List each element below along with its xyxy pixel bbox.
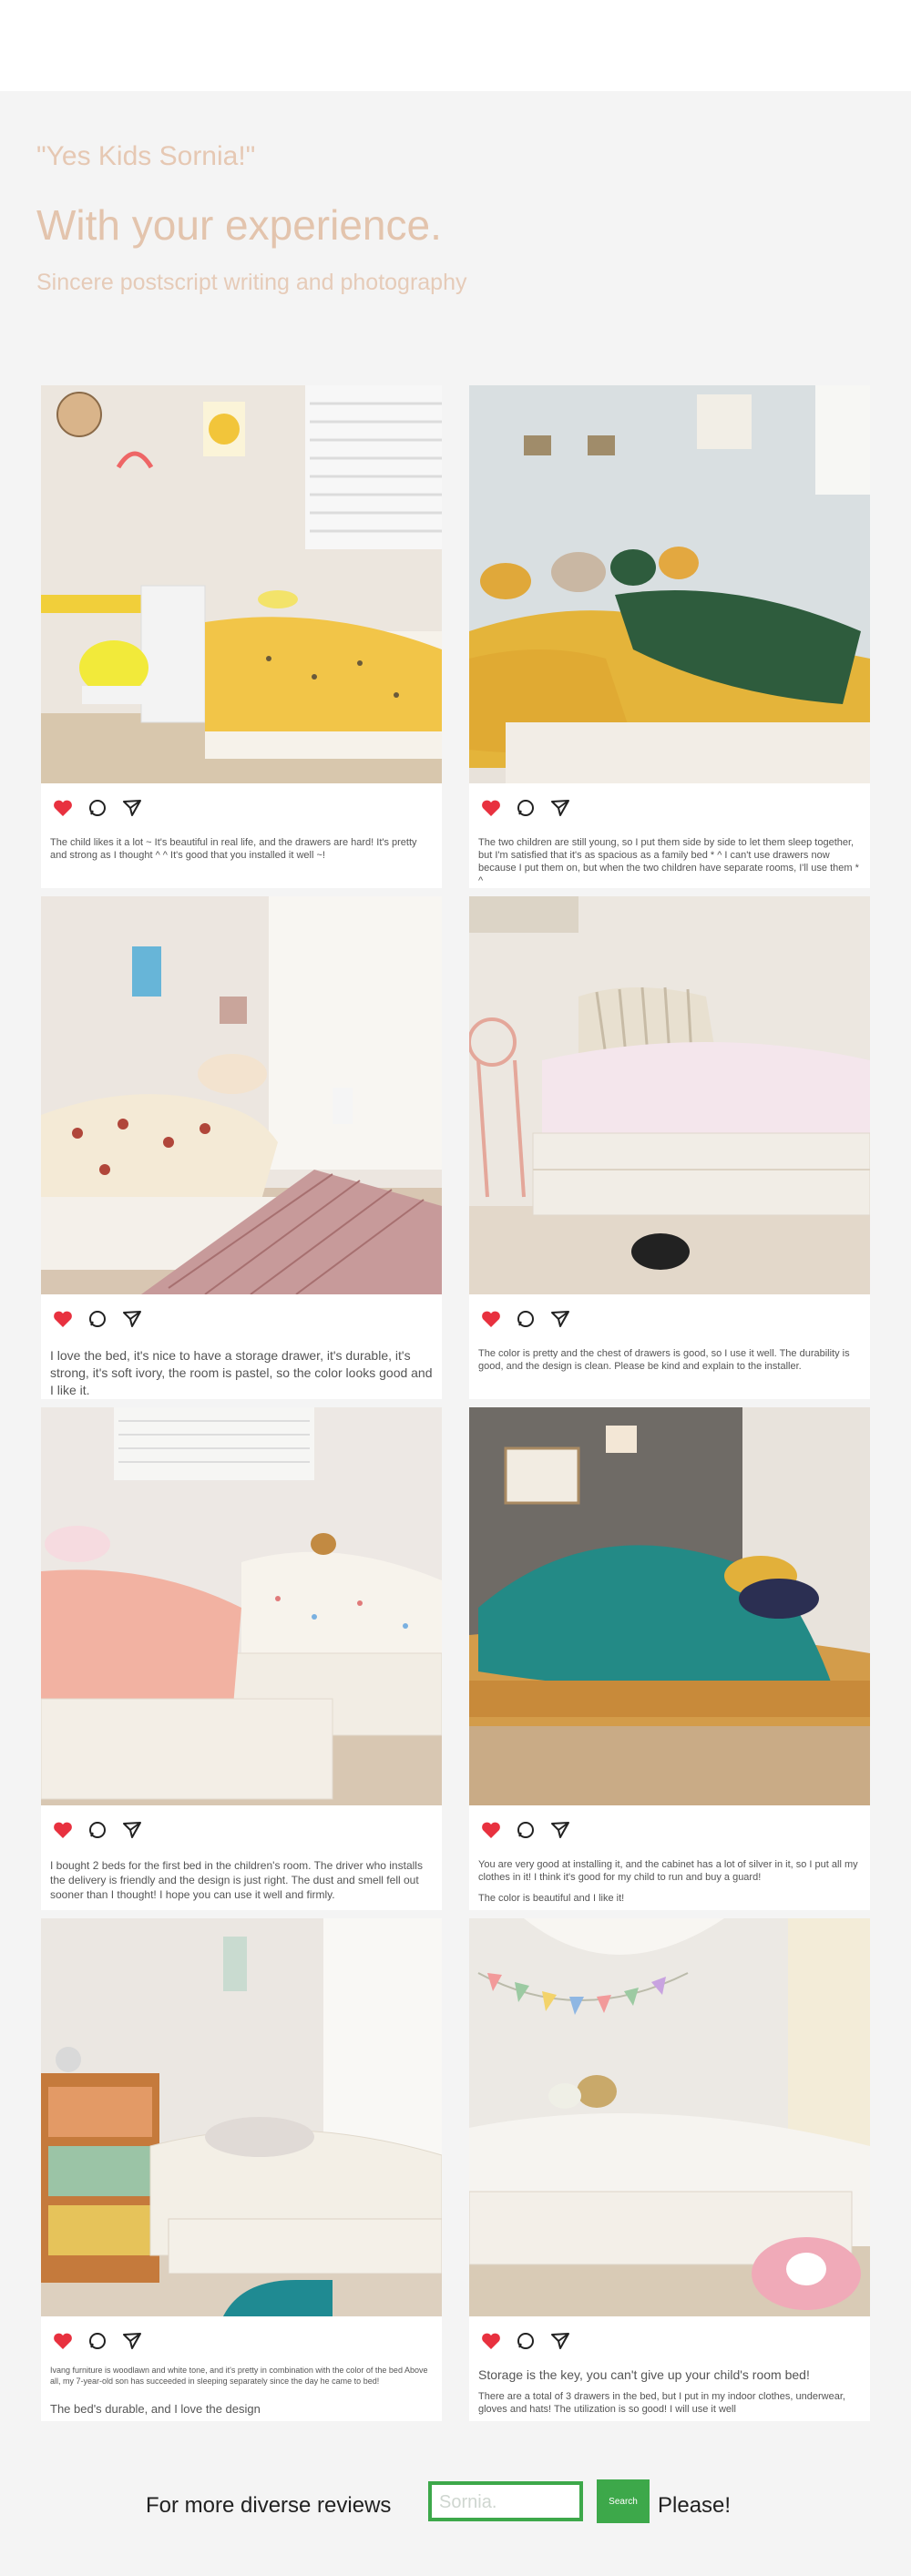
share-icon[interactable]	[549, 1819, 571, 1841]
heart-icon[interactable]	[52, 2330, 74, 2352]
more-reviews-text: For more diverse reviews	[146, 2493, 392, 2518]
review-caption: You are very good at installing it, and the cabinet has a lot of silver in it, so I put all my clothes in it! I think it's good for my child to run and buy a guard!	[478, 1859, 858, 1883]
review-caption: The child likes it a lot ~ It's beautiful in real life, and the drawers are hard! It's pretty and strong as I thought ^ ^ It's good that you installed it well ~!	[50, 837, 417, 861]
comment-icon[interactable]	[87, 1819, 108, 1841]
review-caption: The color is pretty and the chest of drawers is good, so I use it well. The durability is good, and the design is clean. Please be kind and explain to the installer.	[478, 1348, 850, 1372]
review-card-6	[469, 1407, 870, 1910]
review-card-1	[41, 385, 442, 888]
review-photo-bedroom-yellow	[41, 385, 442, 783]
share-icon[interactable]	[549, 797, 571, 819]
heart-icon[interactable]	[52, 797, 74, 819]
heart-icon[interactable]	[52, 1308, 74, 1330]
comment-icon[interactable]	[515, 1308, 537, 1330]
review-card-8	[469, 1918, 870, 2421]
heart-icon[interactable]	[480, 2330, 502, 2352]
comment-icon[interactable]	[87, 797, 108, 819]
search-button[interactable]: Search	[597, 2479, 650, 2523]
page-subtitle: Sincere postscript writing and photography	[36, 270, 467, 295]
heart-icon[interactable]	[480, 1308, 502, 1330]
comment-icon[interactable]	[87, 1308, 108, 1330]
page-title: With your experience.	[36, 201, 442, 249]
review-card-2	[469, 385, 870, 888]
comment-icon[interactable]	[515, 2330, 537, 2352]
review-photo-bedroom-pink	[469, 896, 870, 1294]
review-photo-bedroom-bookshelf	[41, 1918, 442, 2316]
comment-icon[interactable]	[515, 797, 537, 819]
review-photo-bedroom-green	[469, 385, 870, 783]
search-input[interactable]	[437, 2486, 578, 2519]
comment-icon[interactable]	[515, 1819, 537, 1841]
share-icon[interactable]	[549, 2330, 571, 2352]
share-icon[interactable]	[121, 1819, 143, 1841]
comment-icon[interactable]	[87, 2330, 108, 2352]
review-caption: I bought 2 beds for the first bed in the children's room. The driver who installs the delivery is friendly and the design is just right. The dust and smell fell out sooner than I thought! I hope you can use it well and firmly.	[50, 1859, 423, 1901]
review-photo-bedroom-bunting	[469, 1918, 870, 2316]
review-caption-extra: There are a total of 3 drawers in the bed, but I put in my indoor clothes, underwear, gloves and hats! The utilization is so good! I will use it well	[478, 2391, 845, 2415]
share-icon[interactable]	[549, 1308, 571, 1330]
review-card-3	[41, 896, 442, 1399]
review-caption-extra: The color is beautiful and I like it!	[478, 1893, 625, 1904]
review-photo-bedroom-teal	[469, 1407, 870, 1805]
review-caption: The two children are still young, so I put them side by side to let them sleep together, but I'm satisfied that it's as spacious as a family bed * ^ I can't use drawers now because I put them on, but when the two children have separate rooms, I'll use them * ^	[478, 837, 859, 886]
review-caption: Storage is the key, you can't give up your child's room bed!	[478, 2367, 810, 2382]
top-bar	[0, 0, 911, 91]
heart-icon[interactable]	[52, 1819, 74, 1841]
brand-quote: "Yes Kids Sornia!"	[36, 141, 256, 171]
search-box[interactable]	[428, 2481, 583, 2521]
share-icon[interactable]	[121, 797, 143, 819]
heart-icon[interactable]	[480, 797, 502, 819]
review-caption: Ivang furniture is woodlawn and white tone, and it's pretty in combination with the color of the bed Above all, my 7-year-old son has succeeded in sleeping separately since the day he came to bed!	[50, 2366, 428, 2386]
share-icon[interactable]	[121, 2330, 143, 2352]
review-photo-bedroom-bears	[41, 896, 442, 1294]
review-caption: I love the bed, it's nice to have a storage drawer, it's durable, it's strong, it's soft ivory, the room is pastel, so the color looks good and I like it.	[50, 1348, 433, 1397]
review-caption-extra: The bed's durable, and I love the design	[50, 2402, 261, 2416]
review-card-4	[469, 896, 870, 1399]
heart-icon[interactable]	[480, 1819, 502, 1841]
review-card-5	[41, 1407, 442, 1910]
share-icon[interactable]	[121, 1308, 143, 1330]
review-card-7	[41, 1918, 442, 2421]
review-photo-two-beds	[41, 1407, 442, 1805]
please-text: Please!	[658, 2493, 732, 2518]
